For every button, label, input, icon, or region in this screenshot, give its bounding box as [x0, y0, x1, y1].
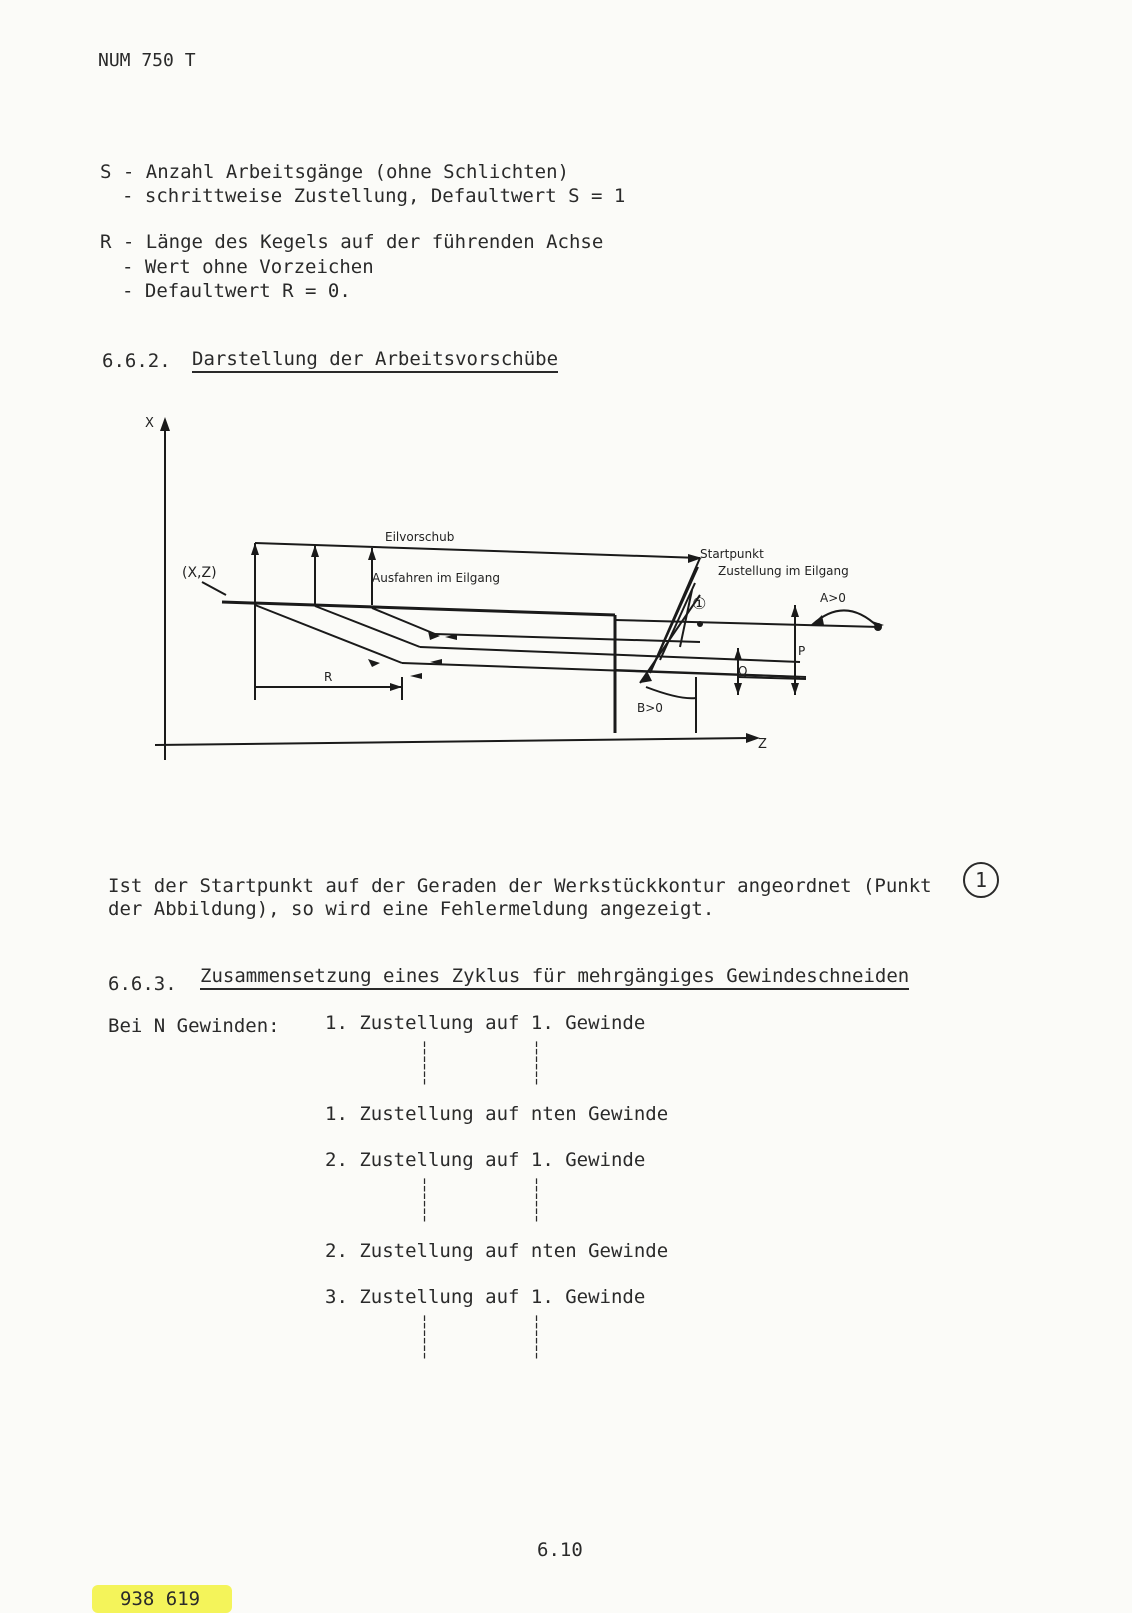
page-number: 6.10	[537, 1539, 583, 1561]
eilvorschub-label: Eilvorschub	[385, 530, 455, 544]
xz-label: (X,Z)	[182, 565, 217, 581]
param-r-line1: R - Länge des Kegels auf der führenden Achse	[100, 231, 604, 253]
a-label: A>0	[820, 591, 846, 605]
p-label: P	[798, 644, 806, 658]
param-s-line2: - schrittweise Zustellung, Defaultwert S = 1	[122, 185, 626, 207]
section-662-number: 6.6.2.	[102, 350, 171, 372]
section-663-number: 6.6.3.	[108, 973, 177, 995]
zustellung-eilgang-label: Zustellung im Eilgang	[718, 564, 849, 578]
param-s-line1: S - Anzahl Arbeitsgänge (ohne Schlichten)	[100, 161, 569, 183]
circled-number-1: 1	[963, 862, 999, 898]
point-1-marker: ①	[692, 594, 707, 613]
workpiece-contour	[222, 602, 615, 615]
cycle-line-4: 2. Zustellung auf nten Gewinde	[325, 1240, 669, 1262]
cycle-line-3: 2. Zustellung auf 1. Gewinde	[325, 1149, 646, 1171]
z-axis-line	[155, 738, 750, 745]
b-label: B>0	[637, 701, 663, 715]
section-662-title: Darstellung der Arbeitsvorschübe	[192, 350, 558, 373]
param-r-line2: - Wert ohne Vorzeichen	[122, 256, 374, 278]
doc-number: 938 619	[120, 1588, 201, 1610]
dashed-separator: ¦ ¦ ¦	[532, 1312, 542, 1360]
note-line1: Ist der Startpunkt auf der Geraden der Werkstückkontur angeordnet (Punkt	[108, 875, 932, 897]
dashed-separator: ¦ ¦ ¦	[420, 1038, 430, 1086]
cycle-line-1: 1. Zustellung auf 1. Gewinde	[325, 1012, 646, 1034]
section-663-title: Zusammensetzung eines Zyklus für mehrgängiges Gewindeschneiden	[200, 967, 909, 990]
note-line2: der Abbildung), so wird eine Fehlermeldung angezeigt.	[108, 898, 715, 920]
header-model: NUM 750 T	[98, 50, 196, 71]
x-axis-label: X	[145, 416, 154, 431]
dashed-separator: ¦ ¦ ¦	[420, 1175, 430, 1223]
cycle-line-5: 3. Zustellung auf 1. Gewinde	[325, 1286, 646, 1308]
cycle-line-2: 1. Zustellung auf nten Gewinde	[325, 1103, 669, 1125]
startpunkt-label: Startpunkt	[700, 547, 764, 561]
dashed-separator: ¦ ¦ ¦	[420, 1312, 430, 1360]
feed-diagram	[140, 415, 910, 785]
dashed-separator: ¦ ¦ ¦	[532, 1175, 542, 1223]
ausfahren-label: Ausfahren im Eilgang	[372, 571, 501, 585]
q-label: Q	[738, 664, 748, 678]
z-axis-label: Z	[758, 737, 767, 752]
cycle-lead: Bei N Gewinden:	[108, 1015, 280, 1037]
param-r-line3: - Defaultwert R = 0.	[122, 280, 351, 302]
dashed-separator: ¦ ¦ ¦	[532, 1038, 542, 1086]
r-dimension-label: R	[324, 670, 333, 684]
